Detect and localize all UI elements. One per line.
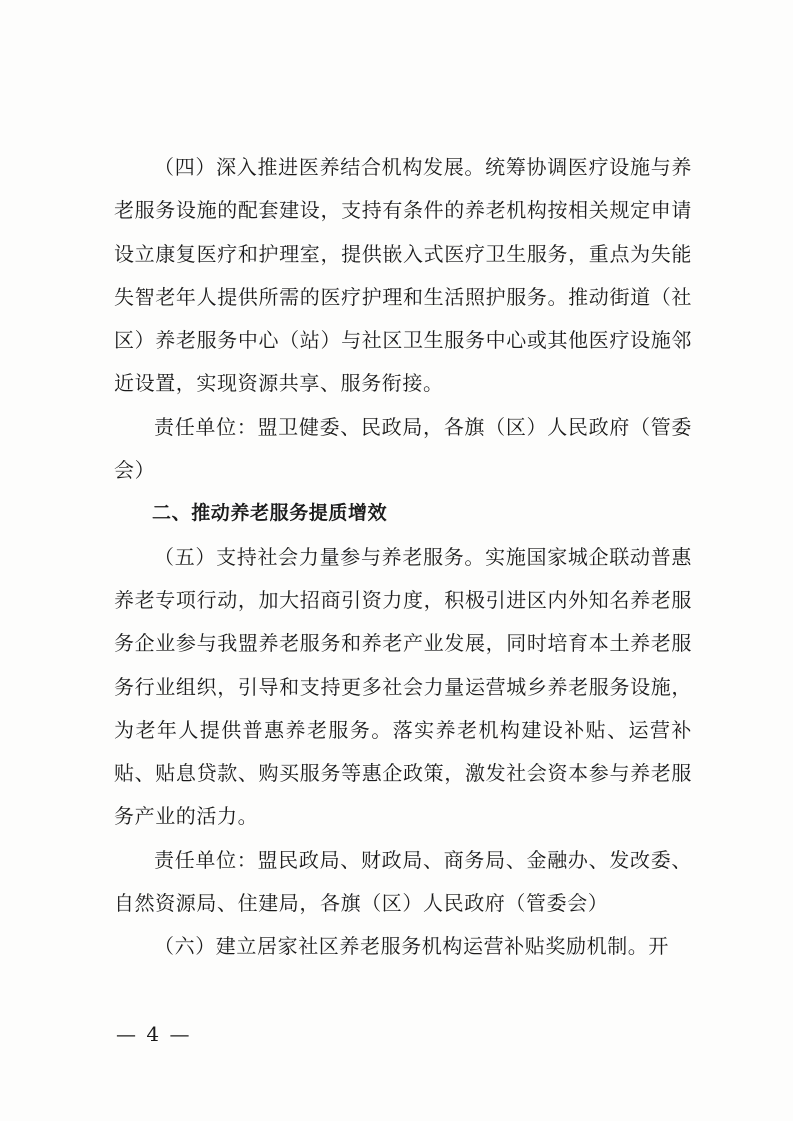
paragraph-responsible-units-4: 责任单位：盟卫健委、民政局，各旗（区）人民政府（管委会） xyxy=(114,414,692,483)
paragraph-section-6: （六）建立居家社区养老服务机构运营补贴奖励机制。开 xyxy=(154,934,669,959)
paragraph-responsible-units-5: 责任单位：盟民政局、财政局、商务局、金融办、发改委、自然资源局、住建局，各旗（区）人民政府（管委会） xyxy=(114,847,692,916)
document-body xyxy=(114,146,692,969)
page-number: — 4 — xyxy=(116,1022,192,1046)
paragraph-section-4: （四）深入推进医养结合机构发展。统筹协调医疗设施与养老服务设施的配套建设，支持有条件的养老机构按相关规定申请设立康复医疗和护理室，提供嵌入式医疗卫生服务，重点为失能失智老年人提供所需的医疗护理和生活照护服务。推动街道（社区）养老服务中心（站）与社区卫生服务中心或其他医疗设施邻近设置，实现资源共享、服务衔接。 xyxy=(114,155,692,396)
section-heading-2: 二、推动养老服务提质增效 xyxy=(152,502,388,525)
paragraph-section-5: （五）支持社会力量参与养老服务。实施国家城企联动普惠养老专项行动，加大招商引资力度，积极引进区内外知名养老服务企业参与我盟养老服务和养老产业发展，同时培育本土养老服务行业组织，引导和支持更多社会力量运营城乡养老服务设施，为老年人提供普惠养老服务。落实养老机构建设补贴、运营补贴、贴息贷款、购买服务等惠企政策，激发社会资本参与养老服务产业的活力。 xyxy=(114,544,692,829)
